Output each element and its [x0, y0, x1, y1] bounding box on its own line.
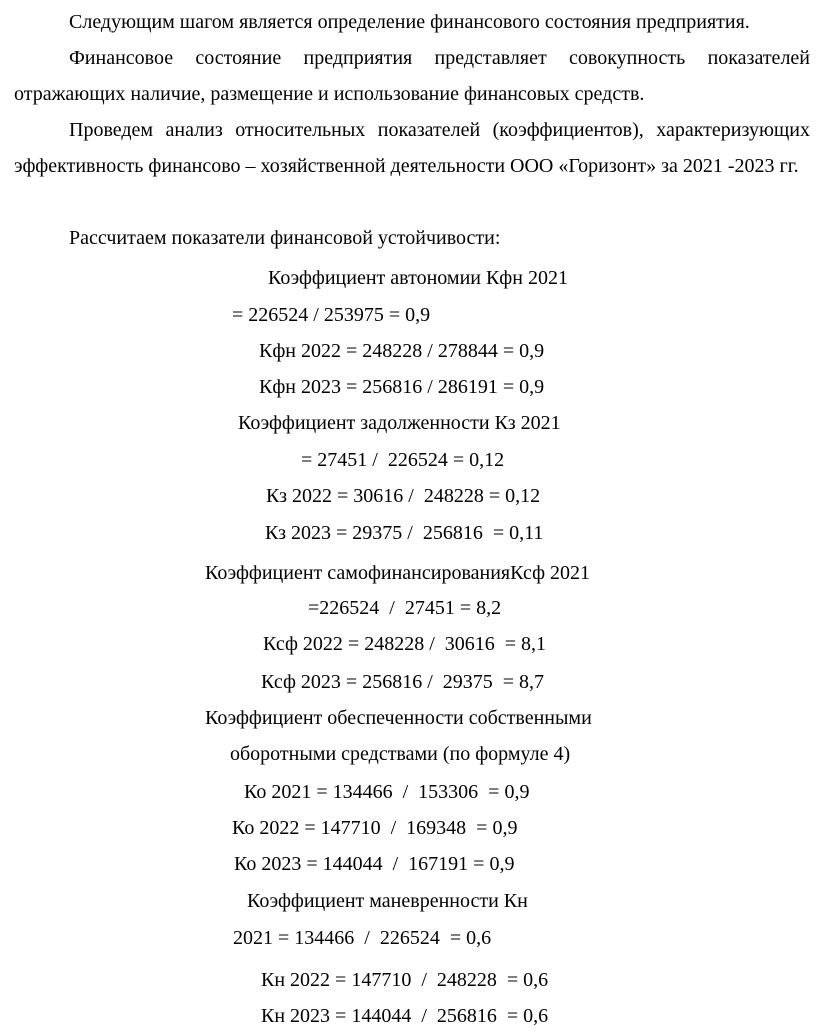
formula-autonomy-2022: Кфн 2022 = 248228 / 278844 = 0,9 — [259, 340, 545, 362]
formula-selffin-heading: Коэффициент самофинансированияКсф 2021 — [205, 562, 591, 584]
formula-autonomy-2021: = 226524 / 253975 = 0,9 — [232, 304, 431, 326]
formula-debt-2023: Кз 2023 = 29375 / 256816 = 0,11 — [265, 522, 544, 544]
formula-maneuver-2021: 2021 = 134466 / 226524 = 0,6 — [233, 927, 492, 949]
formula-autonomy-2023: Кфн 2023 = 256816 / 286191 = 0,9 — [259, 376, 545, 398]
formula-debt-2022: Кз 2022 = 30616 / 248228 = 0,12 — [266, 485, 541, 507]
paragraph-analysis: Проведем анализ относительных показателей (коэффициентов), характеризующих эффективность финансово – хозяйственной деятельности ООО «Горизонт» за 2021 -2023 гг. — [14, 119, 810, 177]
formula-selffin-2021: =226524 / 27451 = 8,2 — [308, 597, 502, 619]
formula-provision-2023: Ко 2023 = 144044 / 167191 = 0,9 — [234, 853, 515, 875]
formula-maneuver-2022: Кн 2022 = 147710 / 248228 = 0,6 — [261, 969, 549, 991]
formula-provision-2021: Ко 2021 = 134466 / 153306 = 0,9 — [244, 781, 530, 803]
formula-selffin-2023: Ксф 2023 = 256816 / 29375 = 8,7 — [261, 671, 545, 693]
formula-debt-2021: = 27451 / 226524 = 0,12 — [301, 449, 505, 471]
formula-selffin-2022: Ксф 2022 = 248228 / 30616 = 8,1 — [263, 633, 547, 655]
formula-provision-heading-line1: Коэффициент обеспеченности собственными — [205, 707, 592, 729]
formula-provision-2022: Ко 2022 = 147710 / 169348 = 0,9 — [232, 817, 518, 839]
paragraph-intro: Следующим шагом является определение финансового состояния предприятия. — [69, 11, 750, 33]
paragraph-stability: Рассчитаем показатели финансовой устойчивости: — [69, 227, 501, 249]
formula-maneuver-heading: Коэффициент маневренности Кн — [247, 890, 528, 912]
formula-maneuver-2023: Кн 2023 = 144044 / 256816 = 0,6 — [261, 1005, 549, 1027]
formula-debt-heading: Коэффициент задолженности Кз 2021 — [238, 412, 561, 434]
paragraph-financial-state: Финансовое состояние предприятия представляет совокупность показателей отражающих наличие, размещение и использование финансовых средств. — [14, 47, 810, 105]
formula-autonomy-heading: Коэффициент автономии Кфн 2021 — [268, 267, 568, 289]
formula-provision-heading-line2: оборотными средствами (по формуле 4) — [230, 743, 571, 765]
